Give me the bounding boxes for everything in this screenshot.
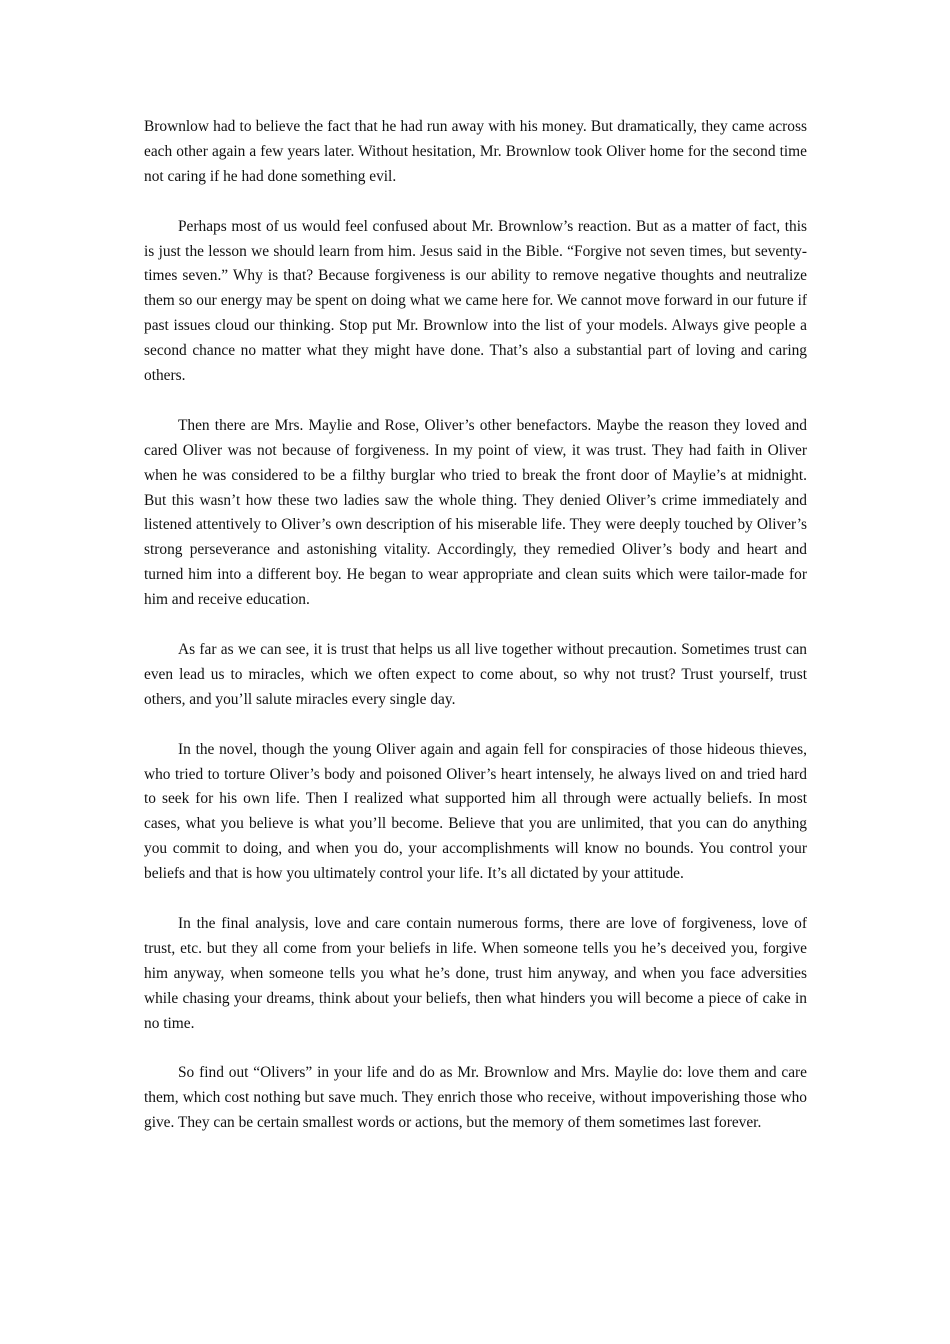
document-page: [144, 115, 807, 1161]
paragraph-6: In the final analysis, love and care contain numerous forms, there are love of forgiveness, love of trust, etc. but they all come from your beliefs in life. When someone tells you he’s deceived you, forgive him anyway, when someone tells you what he’s done, trust him anyway, and when you face adversities while chasing your dreams, think about your beliefs, then what hinders you will become a piece of cake in no time.: [144, 914, 807, 1032]
paragraph-1: Brownlow had to believe the fact that he had run away with his money. But dramatically, they came across each other again a few years later. Without hesitation, Mr. Brownlow took Oliver home for the second time not caring if he had done something evil.: [144, 118, 807, 185]
paragraph-3: Then there are Mrs. Maylie and Rose, Oliver’s other benefactors. Maybe the reason they loved and cared Oliver was not because of forgiveness. In my point of view, it was trust. They had faith in Oliver when he was considered to be a filthy burglar who tried to break the front door of Maylie’s at midnight. But this wasn’t how these two ladies saw the whole thing. They denied Oliver’s crime immediately and listened attentively to Oliver’s own description of his miserable life. They were deeply touched by Oliver’s strong perseverance and astonishing vitality. Accordingly, they remedied Oliver’s body and heart and turned him into a different boy. He began to wear appropriate and clean suits which were tailor-made for him and receive education.: [144, 416, 807, 609]
paragraph-4: As far as we can see, it is trust that helps us all live together without precaution. Sometimes trust can even lead us to miracles, which we often expect to come about, so why not trust? Trust yourself, trust others, and you’ll salute miracles every single day.: [144, 640, 807, 708]
paragraph-5: In the novel, though the young Oliver again and again fell for conspiracies of those hideous thieves, who tried to torture Oliver’s body and poisoned Oliver’s heart intensely, he always lived on and tried hard to seek for his own life. Then I realized what supported him all through were actually beliefs. In most cases, what you believe is what you’ll become. Believe that you are unlimited, that you can do anything you commit to doing, and when you do, your accomplishments will know no bounds. You control your beliefs and that is how you ultimately control your life. It’s all dictated by your attitude.: [144, 740, 807, 883]
paragraph-2: Perhaps most of us would feel confused about Mr. Brownlow’s reaction. But as a matter of fact, this is just the lesson we should learn from him. Jesus said in the Bible. “Forgive not seven times, but seventy-times seven.” Why is that? Because forgiveness is our ability to remove negative thoughts and neutralize them so our energy may be spent on doing what we came here for. We cannot move forward in our future if past issues cloud our thinking. Stop put Mr. Brownlow into the list of your models. Always give people a second chance no matter what they might have done. That’s also a substantial part of loving and caring others.: [144, 217, 807, 385]
paragraph-7: So find out “Olivers” in your life and do as Mr. Brownlow and Mrs. Maylie do: love them and care them, which cost nothing but save much. They enrich those who receive, without impoverishing those who give. They can be certain smallest words or actions, but the memory of them sometimes last forever.: [144, 1064, 807, 1132]
